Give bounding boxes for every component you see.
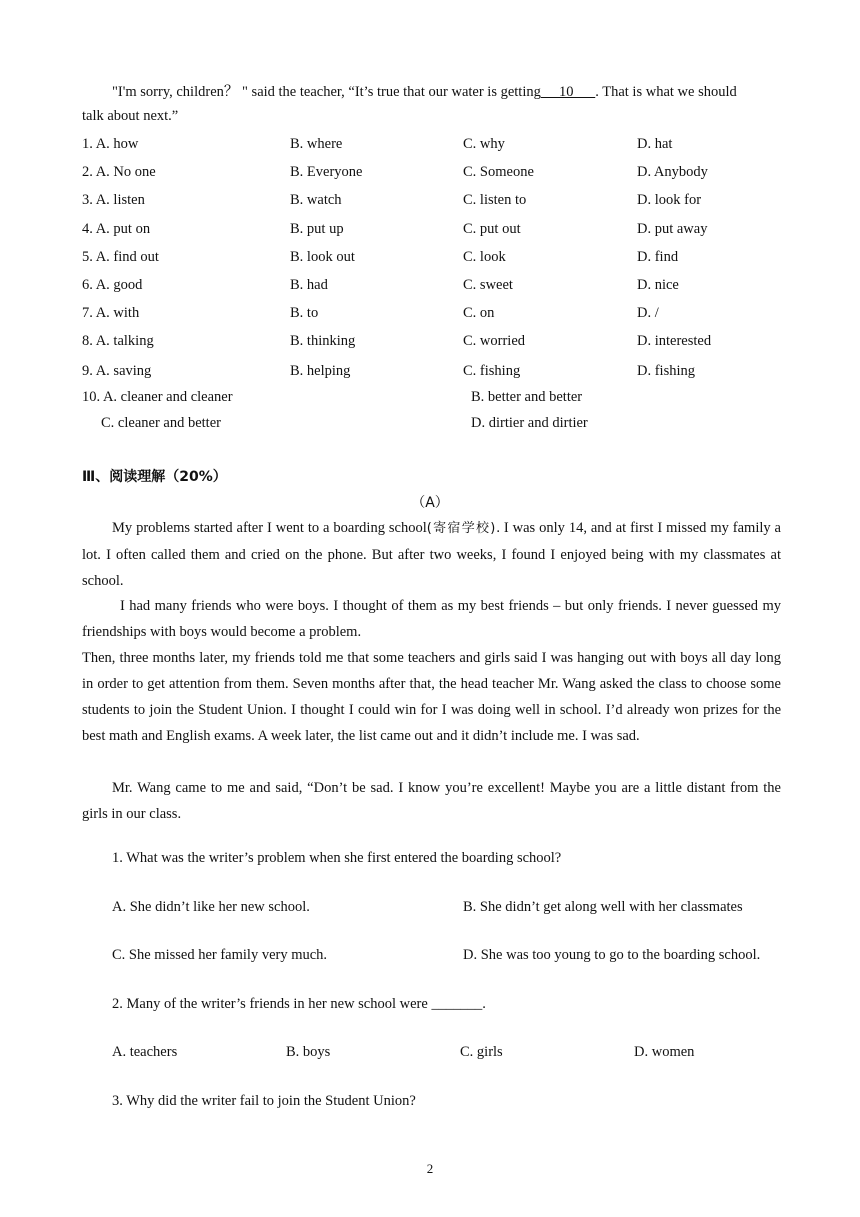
option-d: D. hat (637, 136, 673, 152)
option-d: D. look for (637, 192, 702, 208)
option-b: B. put up (290, 221, 344, 237)
option-d: D. put away (637, 221, 708, 237)
passage-paragraph-3: Then, three months later, my friends told me that some teachers and girls said I was hanging out with boys all day long in order to get attention from them. Seven months after that, the head teacher Mr. Wang asked the class to choose some students to join the Student Union. I thought I could win for I was doing well in school. I’d already won prizes for the best math and English exams. A week later, the list came out and it didn’t include me. I was sad. (82, 650, 781, 744)
question-3-stem: 3. Why did the writer fail to join the Student Union? (112, 1093, 416, 1109)
question-2-option-c: C. girls (460, 1044, 503, 1060)
q10-option-d: D. dirtier and dirtier (471, 415, 588, 431)
passage-paragraph-1 (82, 515, 781, 594)
question-1-option-b: B. She didn’t get along well with her classmates (463, 899, 743, 915)
cloze-blank-number: 10 (559, 84, 574, 100)
p1-chinese-gloss: (寄宿学校) (426, 521, 497, 536)
cloze-option-row (82, 164, 782, 186)
option-a: 7. A. with (82, 305, 140, 321)
option-c: C. sweet (463, 277, 513, 293)
option-a: 5. A. find out (82, 249, 159, 265)
cloze-option-row (82, 305, 782, 327)
option-a: 4. A. put on (82, 221, 151, 237)
cloze-option-row (82, 136, 782, 158)
page-number: 2 (426, 1161, 434, 1176)
question-1-option-c: C. She missed her family very much. (112, 947, 328, 963)
passage-paragraph-4: Mr. Wang came to me and said, “Don’t be sad. I know you’re excellent! Maybe you are a little distant from the girls in our class. (82, 780, 781, 822)
option-d: D. Anybody (637, 164, 708, 180)
cloze-passage-line-2: talk about next.” (82, 108, 179, 124)
option-a: 3. A. listen (82, 192, 145, 208)
question-1-option-d: D. She was too young to go to the boarding school. (463, 947, 761, 963)
option-b: B. thinking (290, 333, 356, 349)
question-1-option-a: A. She didn’t like her new school. (112, 899, 310, 915)
option-d: D. / (637, 305, 659, 321)
q10-option-c: C. cleaner and better (101, 415, 221, 431)
question-1-stem: 1. What was the writer’s problem when she first entered the boarding school? (112, 850, 562, 866)
option-c: C. listen to (463, 192, 527, 208)
option-b: B. had (290, 277, 328, 293)
option-c: C. Someone (463, 164, 534, 180)
passage-paragraph-2: I had many friends who were boys. I thought of them as my best friends – but only friends. I never guessed my friendships with boys would become a problem. (82, 598, 781, 640)
cloze-option-row (82, 221, 782, 243)
option-c: C. fishing (463, 363, 521, 379)
option-b: B. to (290, 305, 319, 321)
option-a: 6. A. good (82, 277, 143, 293)
option-b: B. watch (290, 192, 342, 208)
question-2-option-a: A. teachers (112, 1044, 178, 1060)
p1-end: . I was only 14, and at first I missed my family a lot. I often called them and cried on the phone. But after two weeks, I found I enjoyed being with my classmates at school. (82, 520, 781, 589)
cloze-option-row (82, 192, 782, 214)
option-c: C. on (463, 305, 495, 321)
cloze-option-row (82, 333, 782, 355)
cloze-line-text-after: . That is what we should (595, 84, 737, 100)
option-d: D. interested (637, 333, 712, 349)
cloze-option-row (82, 249, 782, 271)
option-a: 9. A. saving (82, 363, 152, 379)
question-2-option-b: B. boys (286, 1044, 331, 1060)
p1-start: My problems started after I went to a boarding school (112, 520, 427, 536)
cloze-option-row (82, 363, 782, 385)
option-b: B. where (290, 136, 343, 152)
option-a: 1. A. how (82, 136, 139, 152)
option-a: 2. A. No one (82, 164, 156, 180)
option-b: B. helping (290, 363, 351, 379)
option-c: C. why (463, 136, 505, 152)
cloze-line-text-before: "I'm sorry, children？ " said the teacher, “It’s true that our water is getting (112, 84, 541, 100)
q10-option-b: B. better and better (471, 389, 583, 405)
option-c: C. worried (463, 333, 526, 349)
question-2-option-d: D. women (634, 1044, 695, 1060)
cloze-option-row (82, 277, 782, 299)
cloze-passage-line (112, 80, 737, 101)
cloze-blank-10 (541, 84, 595, 100)
option-d: D. nice (637, 277, 679, 293)
option-b: B. Everyone (290, 164, 363, 180)
option-d: D. find (637, 249, 679, 265)
option-a: 8. A. talking (82, 333, 154, 349)
section-heading: Ⅲ、阅读理解（20%） (82, 469, 227, 485)
passage-label: （A） (411, 495, 449, 511)
question-2-stem: 2. Many of the writer’s friends in her new school were _______. (112, 996, 486, 1012)
option-b: B. look out (290, 249, 355, 265)
q10-option-a: 10. A. cleaner and cleaner (82, 389, 233, 405)
option-c: C. look (463, 249, 506, 265)
option-d: D. fishing (637, 363, 695, 379)
option-c: C. put out (463, 221, 521, 237)
